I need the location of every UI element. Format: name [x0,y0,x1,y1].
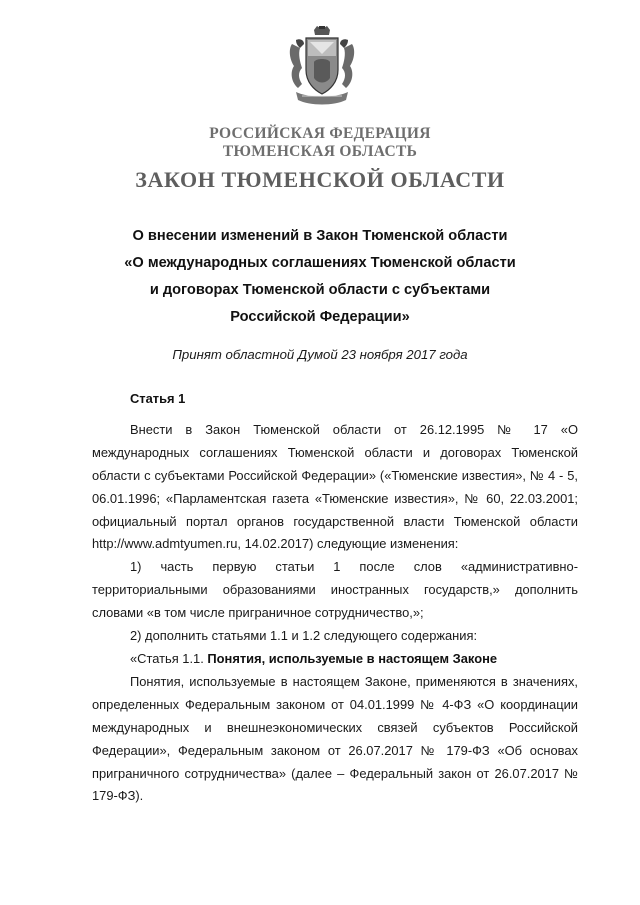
article-heading: Статья 1 [130,391,186,406]
article-1-1-title: Понятия, используемые в настоящем Законе [207,650,498,666]
coat-of-arms-icon [286,26,358,108]
law-title-line: Российской Федерации» [230,309,410,325]
article-intro-paragraph: Внести в Закон Тюменской области от 26.12.1995 № 17 «О международных соглашениях Тюменской области и договорах Тюменской области с субъектами Российской Федерации» («Тюменские известия», № 4 - 5, 06.01.1996; «Парламентская газета «Тюменские известия», № 60, 22.03.2001; официальный портал органов государственной власти Тюменской области http://www.admtyumen.ru, 14.02.2017) следующие изменения: [92,421,578,552]
article-1-1-paragraph: Понятия, используемые в настоящем Законе, применяются в значениях, определенных Федеральным законом от 04.01.1999 № 4-ФЗ «О координации международных и внешнеэкономических связей субъектов Российской Федерации», Федеральным законом от 26.07.2017 № 179-ФЗ «Об основах приграничного сотрудничества» (далее – Федеральный закон от 26.07.2017 № 179-ФЗ). [92,673,578,804]
adoption-note: Принят областной Думой 23 ноября 2017 года [172,347,468,362]
law-title-line: и договорах Тюменской области с субъектами [149,282,491,298]
document-body [92,388,578,808]
law-title [0,223,640,331]
law-heading: ЗАКОН ТЮМЕНСКОЙ ОБЛАСТИ [135,167,505,192]
law-title-line: О внесении изменений в Закон Тюменской области [132,228,508,244]
federation-heading: РОССИЙСКАЯ ФЕДЕРАЦИЯ [209,125,431,142]
amendment-item-2: 2) дополнить статьями 1.1 и 1.2 следующего содержания: [130,628,478,644]
region-heading: ТЮМЕНСКАЯ ОБЛАСТЬ [222,143,418,160]
article-1-1-heading [92,648,578,671]
article-1-1-prefix: «Статья 1.1. [130,650,208,666]
law-title-line: «О международных соглашениях Тюменской области [124,255,516,271]
amendment-item-1: 1) часть первую статьи 1 после слов «административно-территориальными образованиями иностранных государств,» дополнить словами «в том числе приграничное сотрудничество,»; [92,559,578,621]
